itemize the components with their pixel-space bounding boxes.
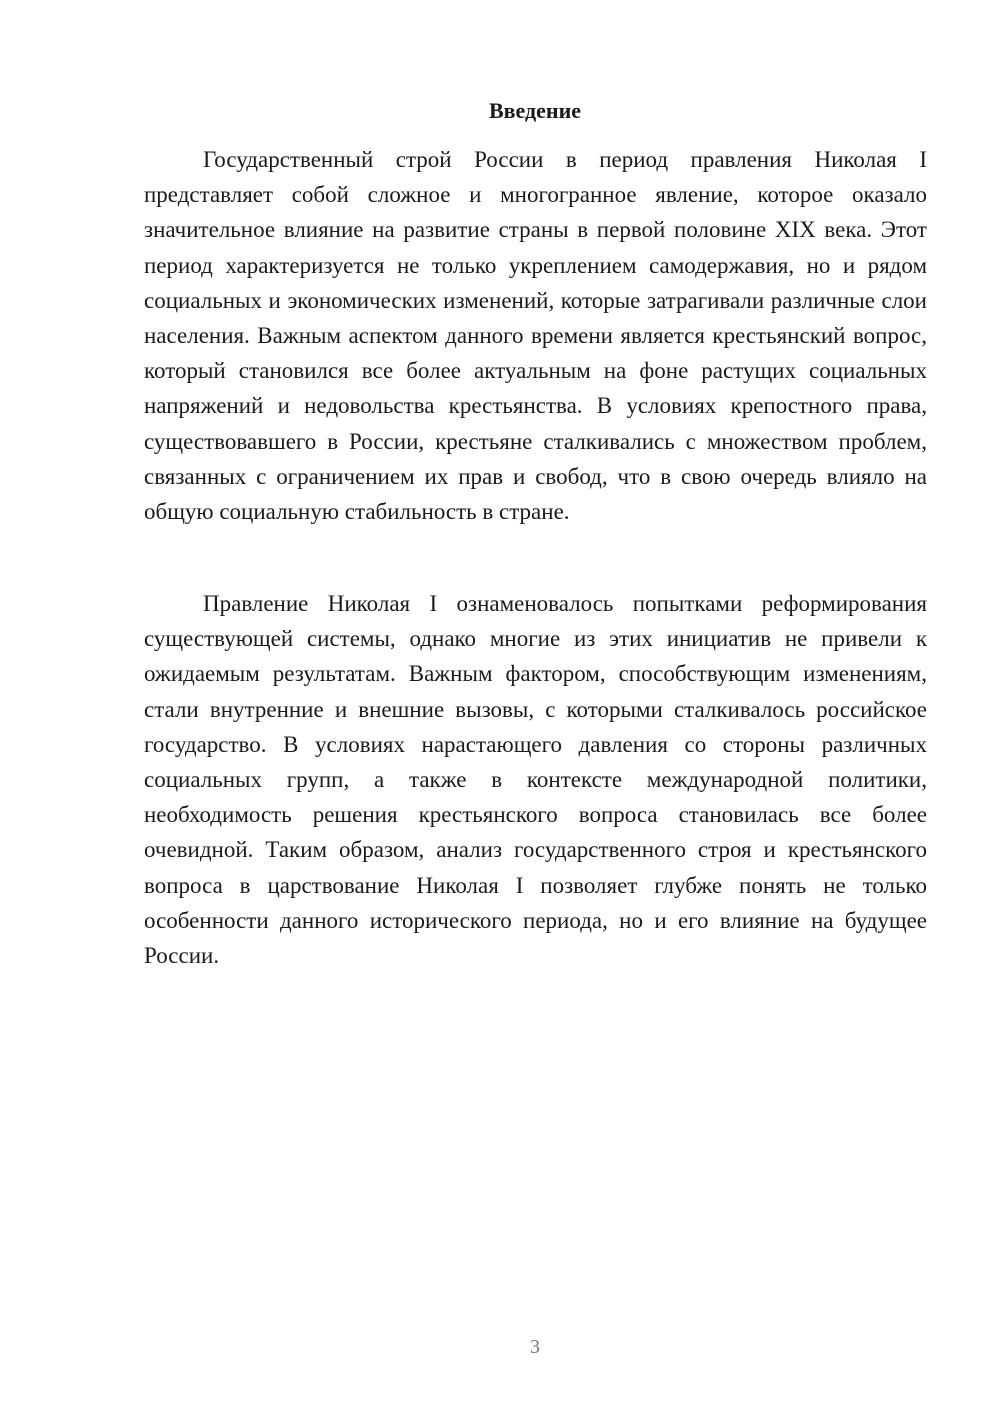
section-heading: Введение [488, 98, 582, 123]
paragraph-1: Государственный строй России в период правления Николая I представляет собой сложное и многогранное явление, которое оказало значительное влияние на развитие страны в первой половине XIX века. Этот период характеризуется не только укреплением самодержавия, но и рядом социальных и экономических изменений, которые затрагивали различные слои населения. Важным аспектом данного времени является крестьянский вопрос, который становился все более актуальным на фоне растущих социальных напряжений и недовольства крестьянства. В условиях крепостного права, существовавшего в России, крестьяне сталкивались с множеством проблем, связанных с ограничением их прав и свобод, что в свою очередь влияло на общую социальную стабильность в стране. [144, 147, 927, 525]
page-number: 3 [530, 1336, 540, 1358]
paragraph-2: Правление Николая I ознаменовалось попытками реформирования существующей системы, однако многие из этих инициатив не привели к ожидаемым результатам. Важным фактором, способствующим изменениям, стали внутренние и внешние вызовы, с которыми сталкивалось российское государство. В условиях нарастающего давления со стороны различных социальных групп, а также в контексте международной политики, необходимость решения крестьянского вопроса становилась все более очевидной. Таким образом, анализ государственного строя и крестьянского вопроса в царствование Николая I позволяет глубже понять не только особенности данного исторического периода, но и его влияние на будущее России. [144, 591, 927, 969]
